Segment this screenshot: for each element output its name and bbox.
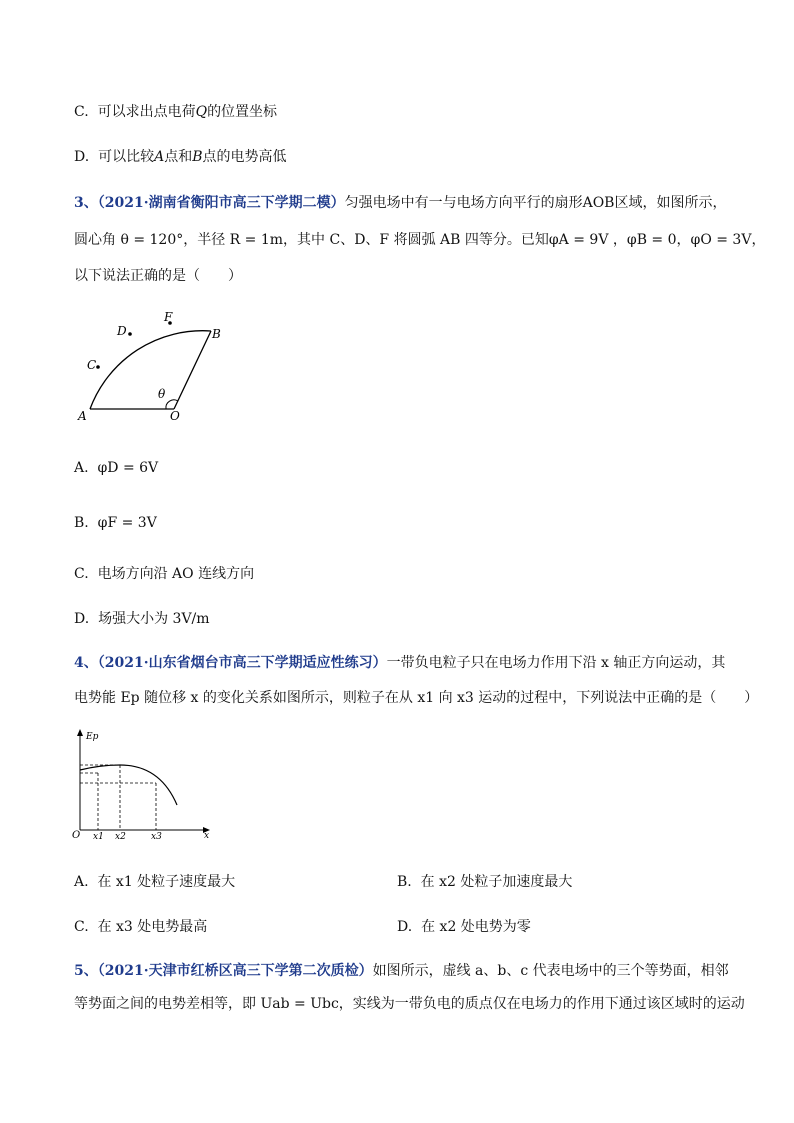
q3-option-a: A. φD = 6V	[74, 460, 159, 476]
option-letter: A.	[74, 460, 89, 476]
option-letter: D.	[397, 919, 413, 935]
label-f: F	[164, 310, 173, 324]
q4-option-b: B. 在 x2 处粒子加速度最大	[397, 874, 573, 890]
option-d-prev: D. 可以比较A点和B点的电势高低	[74, 149, 287, 165]
q3-line3: 以下说法正确的是（ ）	[74, 268, 242, 284]
option-c-prev: C. 可以求出点电荷Q的位置坐标	[74, 104, 278, 120]
x1-label: x1	[93, 832, 104, 842]
label-a: A	[78, 409, 87, 423]
q3-option-d: D. 场强大小为 3V/m	[74, 611, 210, 627]
option-letter: B.	[74, 515, 89, 531]
option-letter: C.	[74, 566, 89, 582]
y-axis-arrow	[77, 729, 83, 736]
ep-graph	[70, 725, 220, 845]
option-letter: C.	[74, 919, 89, 935]
x2-label: x2	[115, 832, 126, 842]
question-source: （2021·山东省烟台市高三下学期适应性练习）	[97, 655, 387, 671]
option-letter: B.	[397, 874, 412, 890]
q3-option-c: C. 电场方向沿 AO 连线方向	[74, 566, 255, 582]
origin-label: O	[72, 830, 81, 841]
q4-option-a: A. 在 x1 处粒子速度最大	[74, 874, 236, 890]
q3-line2: 圆心角 θ = 120°，半径 R = 1m，其中 C、D、F 将圆弧 AB 四等分。已知φA = 9V ，φB = 0，φO = 3V，	[74, 232, 766, 248]
option-letter: D.	[74, 149, 90, 165]
question-source: （2021·天津市红桥区高三下学第二次质检）	[97, 963, 373, 979]
label-b: B	[212, 327, 221, 341]
question-number: 4、	[74, 655, 98, 671]
question-number: 3、	[74, 195, 98, 211]
option-letter: C.	[74, 104, 89, 120]
q5-line1: 5、（2021·天津市红桥区高三下学第二次质检）如图所示，虚线 a、b、c 代表电场中的三个等势面，相邻	[74, 963, 729, 979]
point-c	[96, 365, 100, 369]
question-source: （2021·湖南省衡阳市高三下学期二模）	[97, 195, 345, 211]
option-letter: D.	[74, 611, 90, 627]
label-o: O	[170, 409, 180, 423]
q4-option-d: D. 在 x2 处电势为零	[397, 919, 531, 935]
q4-option-c: C. 在 x3 处电势最高	[74, 919, 208, 935]
sector-figure	[70, 305, 230, 425]
y-axis-label: Ep	[86, 732, 99, 742]
label-theta: θ	[158, 387, 166, 401]
ep-curve	[80, 765, 177, 805]
radius-ob	[174, 331, 211, 409]
q4-line2: 电势能 Ep 随位移 x 的变化关系如图所示，则粒子在从 x1 向 x3 运动的过程中，下列说法中正确的是（ ）	[74, 690, 759, 706]
q3-line1: 3、（2021·湖南省衡阳市高三下学期二模）匀强电场中有一与电场方向平行的扇形AOB区域，如图所示，	[74, 195, 727, 211]
question-number: 5、	[74, 963, 98, 979]
label-c: C	[87, 358, 97, 372]
label-d: D	[117, 324, 127, 338]
q3-option-b: B. φF = 3V	[74, 515, 157, 531]
option-letter: A.	[74, 874, 89, 890]
x3-label: x3	[151, 832, 162, 842]
point-d	[128, 332, 132, 336]
q4-line1: 4、（2021·山东省烟台市高三下学期适应性练习）一带负电粒子只在电场力作用下沿 x 轴正方向运动，其	[74, 655, 726, 671]
q5-line2: 等势面之间的电势差相等，即 Uab = Ubc，实线为一带负电的质点仅在电场力的作用下通过该区域时的运动	[74, 996, 745, 1012]
x-axis-label: x	[204, 831, 210, 841]
